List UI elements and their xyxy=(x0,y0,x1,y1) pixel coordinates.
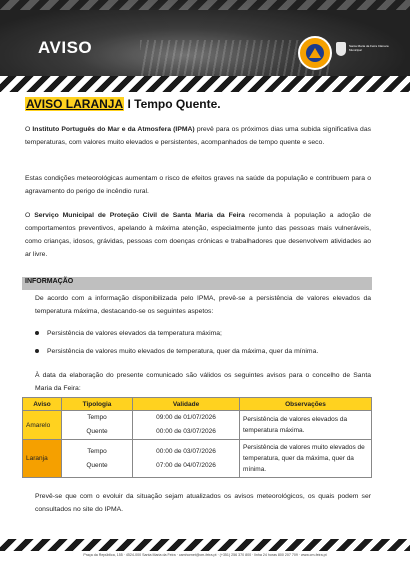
warning-level-highlight: AVISO LARANJA xyxy=(26,97,124,111)
warning-type: I Tempo Quente. xyxy=(124,97,221,111)
table-row xyxy=(23,440,372,478)
warning-headline xyxy=(25,97,221,111)
observations-cell: Persistência de valores muito elevados de temperatura, quer da máxima, quer da mínima. xyxy=(240,440,372,478)
paragraph-civil-protection: O Serviço Municipal de Proteção Civil de Santa Maria da Feira recomenda à população a adoção de comportamentos preventivos, apelando à máxima atenção, especialmente junto das pessoas mais vulneráveis, como crianças, idosos, grávidas, pessoas com doenças crónicas e trabalhadores que desenvolvem atividades ao ar livre. xyxy=(25,212,371,258)
info-intro: De acordo com a informação disponibilizada pelo IPMA, prevê-se a persistência de valores elevados da temperatura máxima, destacando-se os seguintes aspetos: xyxy=(35,295,371,315)
footer-contacts: Praça da República, 155 · 4524-000 Santa Maria da Feira · camhornet@cm-feira.pt · (+351) 256 370 800 · linha 24 horas 800 207 709 · www.cm-feira.pt xyxy=(83,553,327,557)
observations-cell: Persistência de valores elevados da temperatura máxima. xyxy=(240,411,372,440)
type-cell: Tempo Quente xyxy=(62,440,133,478)
info-section-header xyxy=(22,277,372,290)
civil-protection-name: Serviço Municipal de Proteção Civil de Santa Maria da Feira xyxy=(34,212,245,219)
col-header-observacoes: Observações xyxy=(240,398,372,411)
list-item: Persistência de valores muito elevados de temperatura, quer da máxima, quer da mínima. xyxy=(35,347,365,356)
col-header-validade: Validade xyxy=(133,398,240,411)
civil-protection-logo-icon xyxy=(298,36,332,70)
top-stripes xyxy=(0,0,410,10)
col-header-aviso: Aviso xyxy=(23,398,62,411)
level-cell-amarelo: Amarelo xyxy=(23,411,62,440)
footer-stripe-bar xyxy=(0,539,410,551)
paragraph-ipma: O Instituto Português do Mar e da Atmosfera (IPMA) prevê para os próximos dias uma subida significativa das temperaturas, com valores muito elevados e persistentes, acompanhados de tempo quente e seco. xyxy=(25,126,371,146)
info-section-title: INFORMAÇÃO xyxy=(25,278,74,285)
paragraph-risk: Estas condições meteorológicas aumentam o risco de efeitos graves na saúde da população e contribuem para o agravamento do perigo de incêndio rural. xyxy=(25,175,371,195)
table-row xyxy=(23,411,372,440)
warning-stripe-bar xyxy=(0,76,410,92)
warnings-table xyxy=(22,397,372,478)
municipality-logo-text: Santa Maria da Feira Câmara Municipal xyxy=(349,44,389,52)
ipma-name: Instituto Português do Mar e da Atmosfera (IPMA) xyxy=(32,126,195,133)
closing-paragraph: Prevê-se que com o evoluir da situação sejam atualizados os avisos meteorológicos, os quais podem ser consultados no site do IPMA. xyxy=(35,493,371,513)
validity-cell: 09:00 de 01/07/2026 00:00 de 03/07/2026 xyxy=(133,411,240,440)
validity-cell: 00:00 de 03/07/2026 07:00 de 04/07/2026 xyxy=(133,440,240,478)
level-cell-laranja: Laranja xyxy=(23,440,62,478)
table-header-row xyxy=(23,398,372,411)
page-title: AVISO xyxy=(38,38,93,57)
bullet-icon xyxy=(35,349,39,353)
list-item: Persistência de valores elevados da temperatura máxima; xyxy=(35,329,365,338)
info-bullet-list xyxy=(35,329,365,365)
type-cell: Tempo Quente xyxy=(62,411,133,440)
bullet-icon xyxy=(35,331,39,335)
date-note: À data da elaboração do presente comunicado são válidos os seguintes avisos para o concelho de Santa Maria da Feira: xyxy=(35,372,371,392)
col-header-tipologia: Tipologia xyxy=(62,398,133,411)
municipal-crest-icon xyxy=(336,42,346,56)
